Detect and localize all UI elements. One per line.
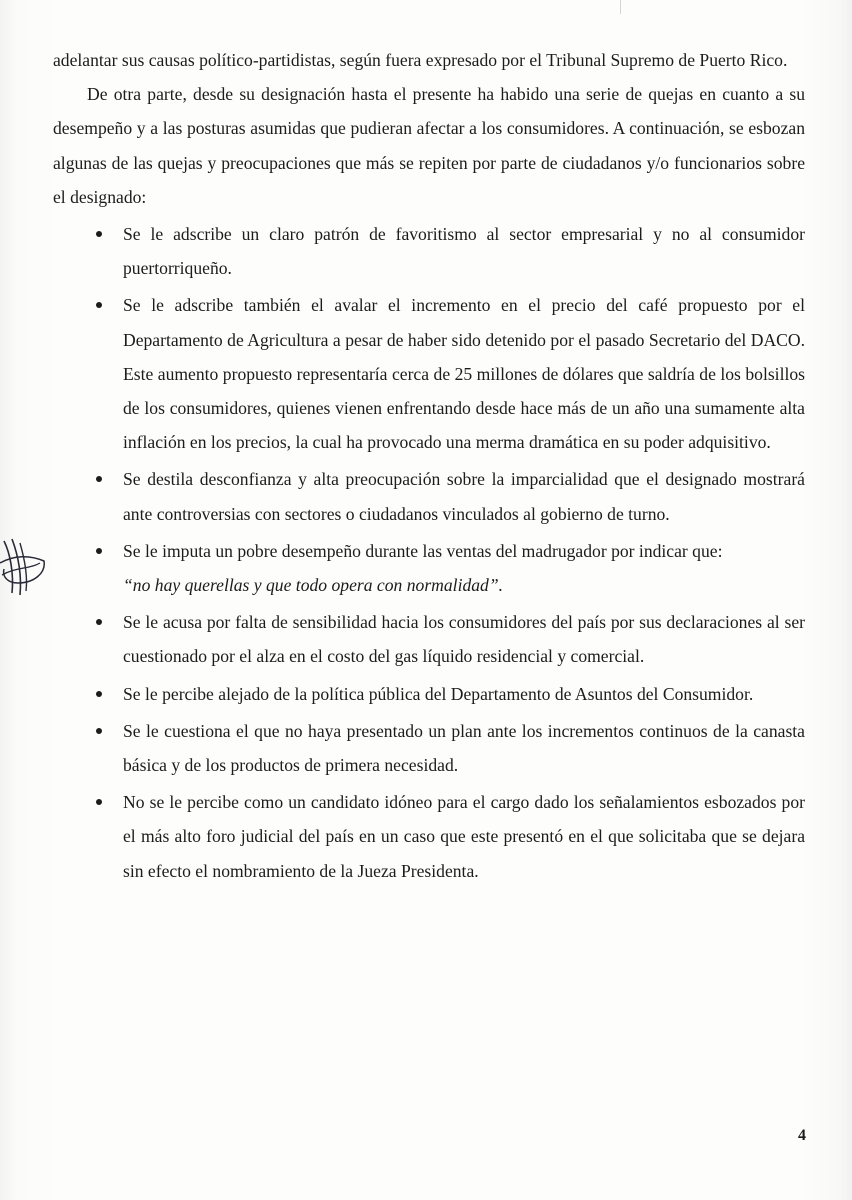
list-item — [53, 217, 805, 285]
list-item — [53, 534, 805, 602]
list-item-text: Se le acusa por falta de sensibilidad hacia los consumidores del país por sus declaraciones al ser cuestionado por el alza en el costo del gas líquido residencial y comercial. — [123, 612, 805, 667]
list-item — [53, 785, 805, 888]
paper-fold-mark — [620, 0, 621, 14]
bullet-icon — [96, 799, 102, 805]
list-item — [53, 605, 805, 673]
handwritten-initials-mark — [0, 533, 48, 599]
complaints-list — [53, 217, 805, 888]
list-item-text: Se le adscribe también el avalar el incremento en el precio del café propuesto por el Departamento de Agricultura a pesar de haber sido detenido por el pasado Secretario del DACO. Este aumento propuesto representaría cerca de 25 millones de dólares que saldría de los bolsillos de los consumidores, quienes vienen enfrentando desde hace más de un año una sumamente alta inflación en los precios, la cual ha provocado una merma dramática en su poder adquisitivo. — [123, 295, 805, 453]
bullet-icon — [96, 231, 102, 237]
list-item-text: Se le adscribe un claro patrón de favoritismo al sector empresarial y no al consumidor puertorriqueño. — [123, 224, 805, 279]
list-item-quote: “no hay querellas y que todo opera con normalidad”. — [123, 575, 504, 596]
list-item — [53, 462, 805, 530]
list-item-text: Se le imputa un pobre desempeño durante las ventas del madrugador por indicar que: — [123, 540, 723, 561]
bullet-icon — [96, 728, 102, 734]
list-item-text: Se le percibe alejado de la política pública del Departamento de Asuntos del Consumidor. — [123, 683, 754, 704]
list-item-text: Se le cuestiona el que no haya presentado un plan ante los incrementos continuos de la canasta básica y de los productos de primera necesidad. — [123, 720, 805, 776]
list-item — [53, 714, 805, 782]
bullet-icon — [96, 476, 102, 482]
list-item — [53, 288, 805, 459]
list-item-text: Se destila desconfianza y alta preocupación sobre la imparcialidad que el designado mostrará ante controversias con sectores o ciudadanos vinculados al gobierno de turno. — [123, 469, 805, 524]
document-body — [53, 43, 805, 888]
bullet-icon — [96, 302, 102, 308]
page-number: 4 — [798, 1127, 806, 1144]
intro-paragraph: De otra parte, desde su designación hasta el presente ha habido una serie de quejas en cuanto a su desempeño y a las posturas asumidas que pudieran afectar a los consumidores. A continuación, se esbozan algunas de las quejas y preocupaciones que más se repiten por parte de ciudadanos y/o funcionarios sobre el designado: — [53, 84, 805, 207]
list-item — [53, 677, 805, 711]
bullet-icon — [96, 691, 102, 697]
list-item-text: No se le percibe como un candidato idóneo para el cargo dado los señalamientos esbozados por el más alto foro judicial del país en un caso que este presentó en el que solicitaba que se dejara sin efecto el nombramiento de la Jueza Presidenta. — [123, 792, 805, 881]
bullet-icon — [96, 548, 102, 554]
continuation-paragraph: adelantar sus causas político-partidistas, según fuera expresado por el Tribunal Supremo de Puerto Rico. — [53, 50, 788, 70]
bullet-icon — [96, 619, 102, 625]
